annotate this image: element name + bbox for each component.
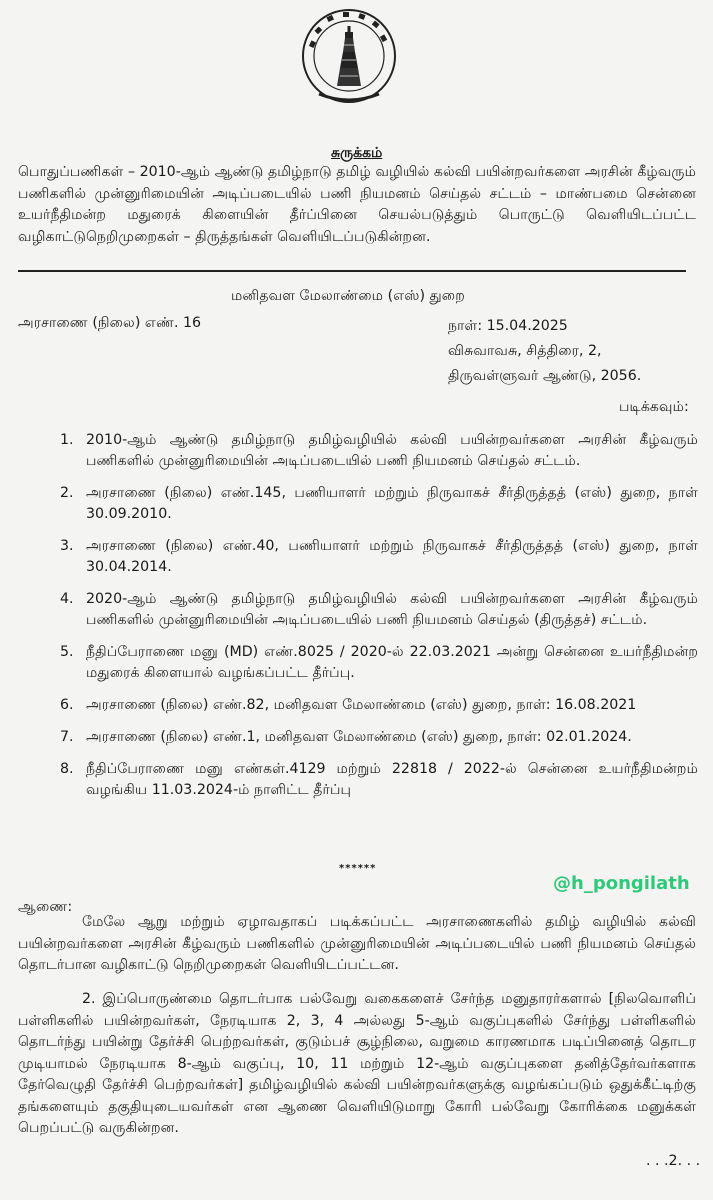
tamil-date-line: விசுவாவசு, சித்திரை, 2, bbox=[448, 343, 602, 359]
reference-number: 5. bbox=[60, 644, 74, 660]
date-line: நாள்: 15.04.2025 bbox=[448, 318, 568, 334]
reference-text: அரசாணை (நிலை) எண்.1, மனிதவள மேலாண்மை (எஸ்) துறை, நாள்: 02.01.2024. bbox=[86, 729, 632, 745]
thiruvalluvar-year-line: திருவள்ளுவர் ஆண்டு, 2056. bbox=[448, 368, 642, 384]
reference-item bbox=[58, 430, 698, 472]
order-paragraph-1: மேலே ஆறு மற்றும் ஏழாவதாகப் படிக்கப்பட்ட அரசாணைகளில் தமிழ் வழியில் கல்வி பயின்றவர்களை அரசின் கீழ்வரும் பணிகளில் முன்னுரிமையின் அடிப்படையில் பணி நியமனம் செய்தல் தொடர்பான வழிகாட்டு நெறிமுறைகள் வெளியிடப்பட்டன. bbox=[18, 914, 696, 973]
section-title: சுருக்கம் bbox=[331, 145, 383, 161]
reference-number: 6. bbox=[60, 697, 74, 713]
reference-number: 7. bbox=[60, 729, 74, 745]
date-block bbox=[448, 314, 641, 389]
reference-number: 8. bbox=[60, 761, 74, 777]
reference-text: நீதிப்பேராணை மனு எண்கள்.4129 மற்றும் 22818 / 2022-ல் சென்னை உயர்நீதிமன்றம் வழங்கிய 11.03.2024-ம் நாளிட்ட தீர்ப்பு bbox=[86, 761, 698, 798]
reference-item bbox=[58, 589, 698, 631]
reference-number: 4. bbox=[60, 591, 74, 607]
separator-stars: ****** bbox=[339, 863, 377, 874]
reference-list bbox=[58, 430, 698, 812]
watermark-handle: @h_pongilath bbox=[553, 873, 690, 894]
reference-number: 1. bbox=[60, 432, 74, 448]
reference-item bbox=[58, 536, 698, 578]
reference-item bbox=[58, 642, 698, 684]
reference-text: அரசாணை (நிலை) எண்.145, பணியாளர் மற்றும் நிருவாகச் சீர்திருத்தத் (எஸ்) துறை, நாள் 30.09.2010. bbox=[86, 485, 698, 522]
reference-text: அரசாணை (நிலை) எண்.40, பணியாளர் மற்றும் நிருவாகச் சீர்திருத்தத் (எஸ்) துறை, நாள் 30.04.2014. bbox=[86, 538, 698, 575]
tamil-nadu-emblem-icon bbox=[293, 6, 405, 110]
reference-text: 2020-ஆம் ஆண்டு தமிழ்நாடு தமிழ்வழியில் கல்வி பயின்றவர்களை அரசின் கீழ்வரும் பணிகளில் முன்னுரிமையின் அடிப்படையில் பணி நியமனம் செய்தல் (திருத்தச்) சட்டம். bbox=[86, 591, 698, 628]
page-continuation: . . .2. . . bbox=[646, 1153, 701, 1169]
summary-text: பொதுப்பணிகள் – 2010-ஆம் ஆண்டு தமிழ்நாடு தமிழ் வழியில் கல்வி பயின்றவர்களை அரசின் கீழ்வரும் பணிகளில் முன்னுரிமையின் அடிப்படையில் பணி நியமனம் செய்தல் சட்டம் – மாண்பமை சென்னை உயர்நீதிமன்ற மதுரைக் கிளையின் தீர்ப்பினை செயல்படுத்தும் பொருட்டு வெளியிடப்பட்ட வழிகாட்டுநெறிமுறைகள் – திருத்தங்கள் வெளியிடப்படுகின்றன. bbox=[18, 164, 696, 245]
read-label: படிக்கவும்: bbox=[619, 399, 689, 415]
reference-item bbox=[58, 759, 698, 801]
reference-text: நீதிப்பேராணை மனு (MD) எண்.8025 / 2020-ல் 22.03.2021 அன்று சென்னை உயர்நீதிமன்ற மதுரைக் கிளையால் வழங்கப்பட்ட தீர்ப்பு. bbox=[86, 644, 698, 681]
order-paragraph-2: 2. இப்பொருண்மை தொடர்பாக பல்வேறு வகைகளைச் சேர்ந்த மனுதாரர்களால் [நிலவொளிப் பள்ளிகளில் பயின்றவர்கள், நேரடியாக 2, 3, 4 அல்லது 5-ஆம் வகுப்புகளில் சேர்ந்து பள்ளிகளில் தொடர்ந்து பயின்று தேர்ச்சி பெற்றவர்கள், குடும்பச் சூழ்நிலை, வறுமை காரணமாக படிப்பினைத் தொடர முடியாமல் நேரடியாக 8-ஆம் வகுப்பு, 10, 11 மற்றும் 12-ஆம் வகுப்புகளை தனித்தேர்வர்களாக தேர்வெழுதி தேர்ச்சி பெற்றவர்கள்] தமிழ்வழியில் கல்வி பயின்றவர்களுக்கு வழங்கப்படும் ஒதுக்கீட்டிற்கு தங்களையும் தகுதியுடையவர்கள் என ஆணை வெளியிடுமாறு கோரி பல்வேறு கோரிக்கை மனுக்கள் பெறப்பட்டு வருகின்றன. bbox=[18, 991, 696, 1136]
reference-text: 2010-ஆம் ஆண்டு தமிழ்நாடு தமிழ்வழியில் கல்வி பயின்றவர்களை அரசின் கீழ்வரும் பணிகளில் முன்னுரிமையின் அடிப்படையில் பணி நியமனம் செய்தல் சட்டம். bbox=[86, 432, 698, 469]
reference-text: அரசாணை (நிலை) எண்.82, மனிதவள மேலாண்மை (எஸ்) துறை, நாள்: 16.08.2021 bbox=[86, 697, 637, 713]
department-name: மனிதவள மேலாண்மை (எஸ்) துறை bbox=[231, 288, 465, 304]
divider bbox=[18, 270, 686, 272]
reference-item bbox=[58, 727, 698, 748]
reference-item bbox=[58, 483, 698, 525]
reference-number: 2. bbox=[60, 485, 74, 501]
order-label: ஆணை: bbox=[18, 899, 73, 915]
go-number: அரசாணை (நிலை) எண். 16 bbox=[18, 315, 202, 331]
reference-number: 3. bbox=[60, 538, 74, 554]
reference-item bbox=[58, 695, 698, 716]
